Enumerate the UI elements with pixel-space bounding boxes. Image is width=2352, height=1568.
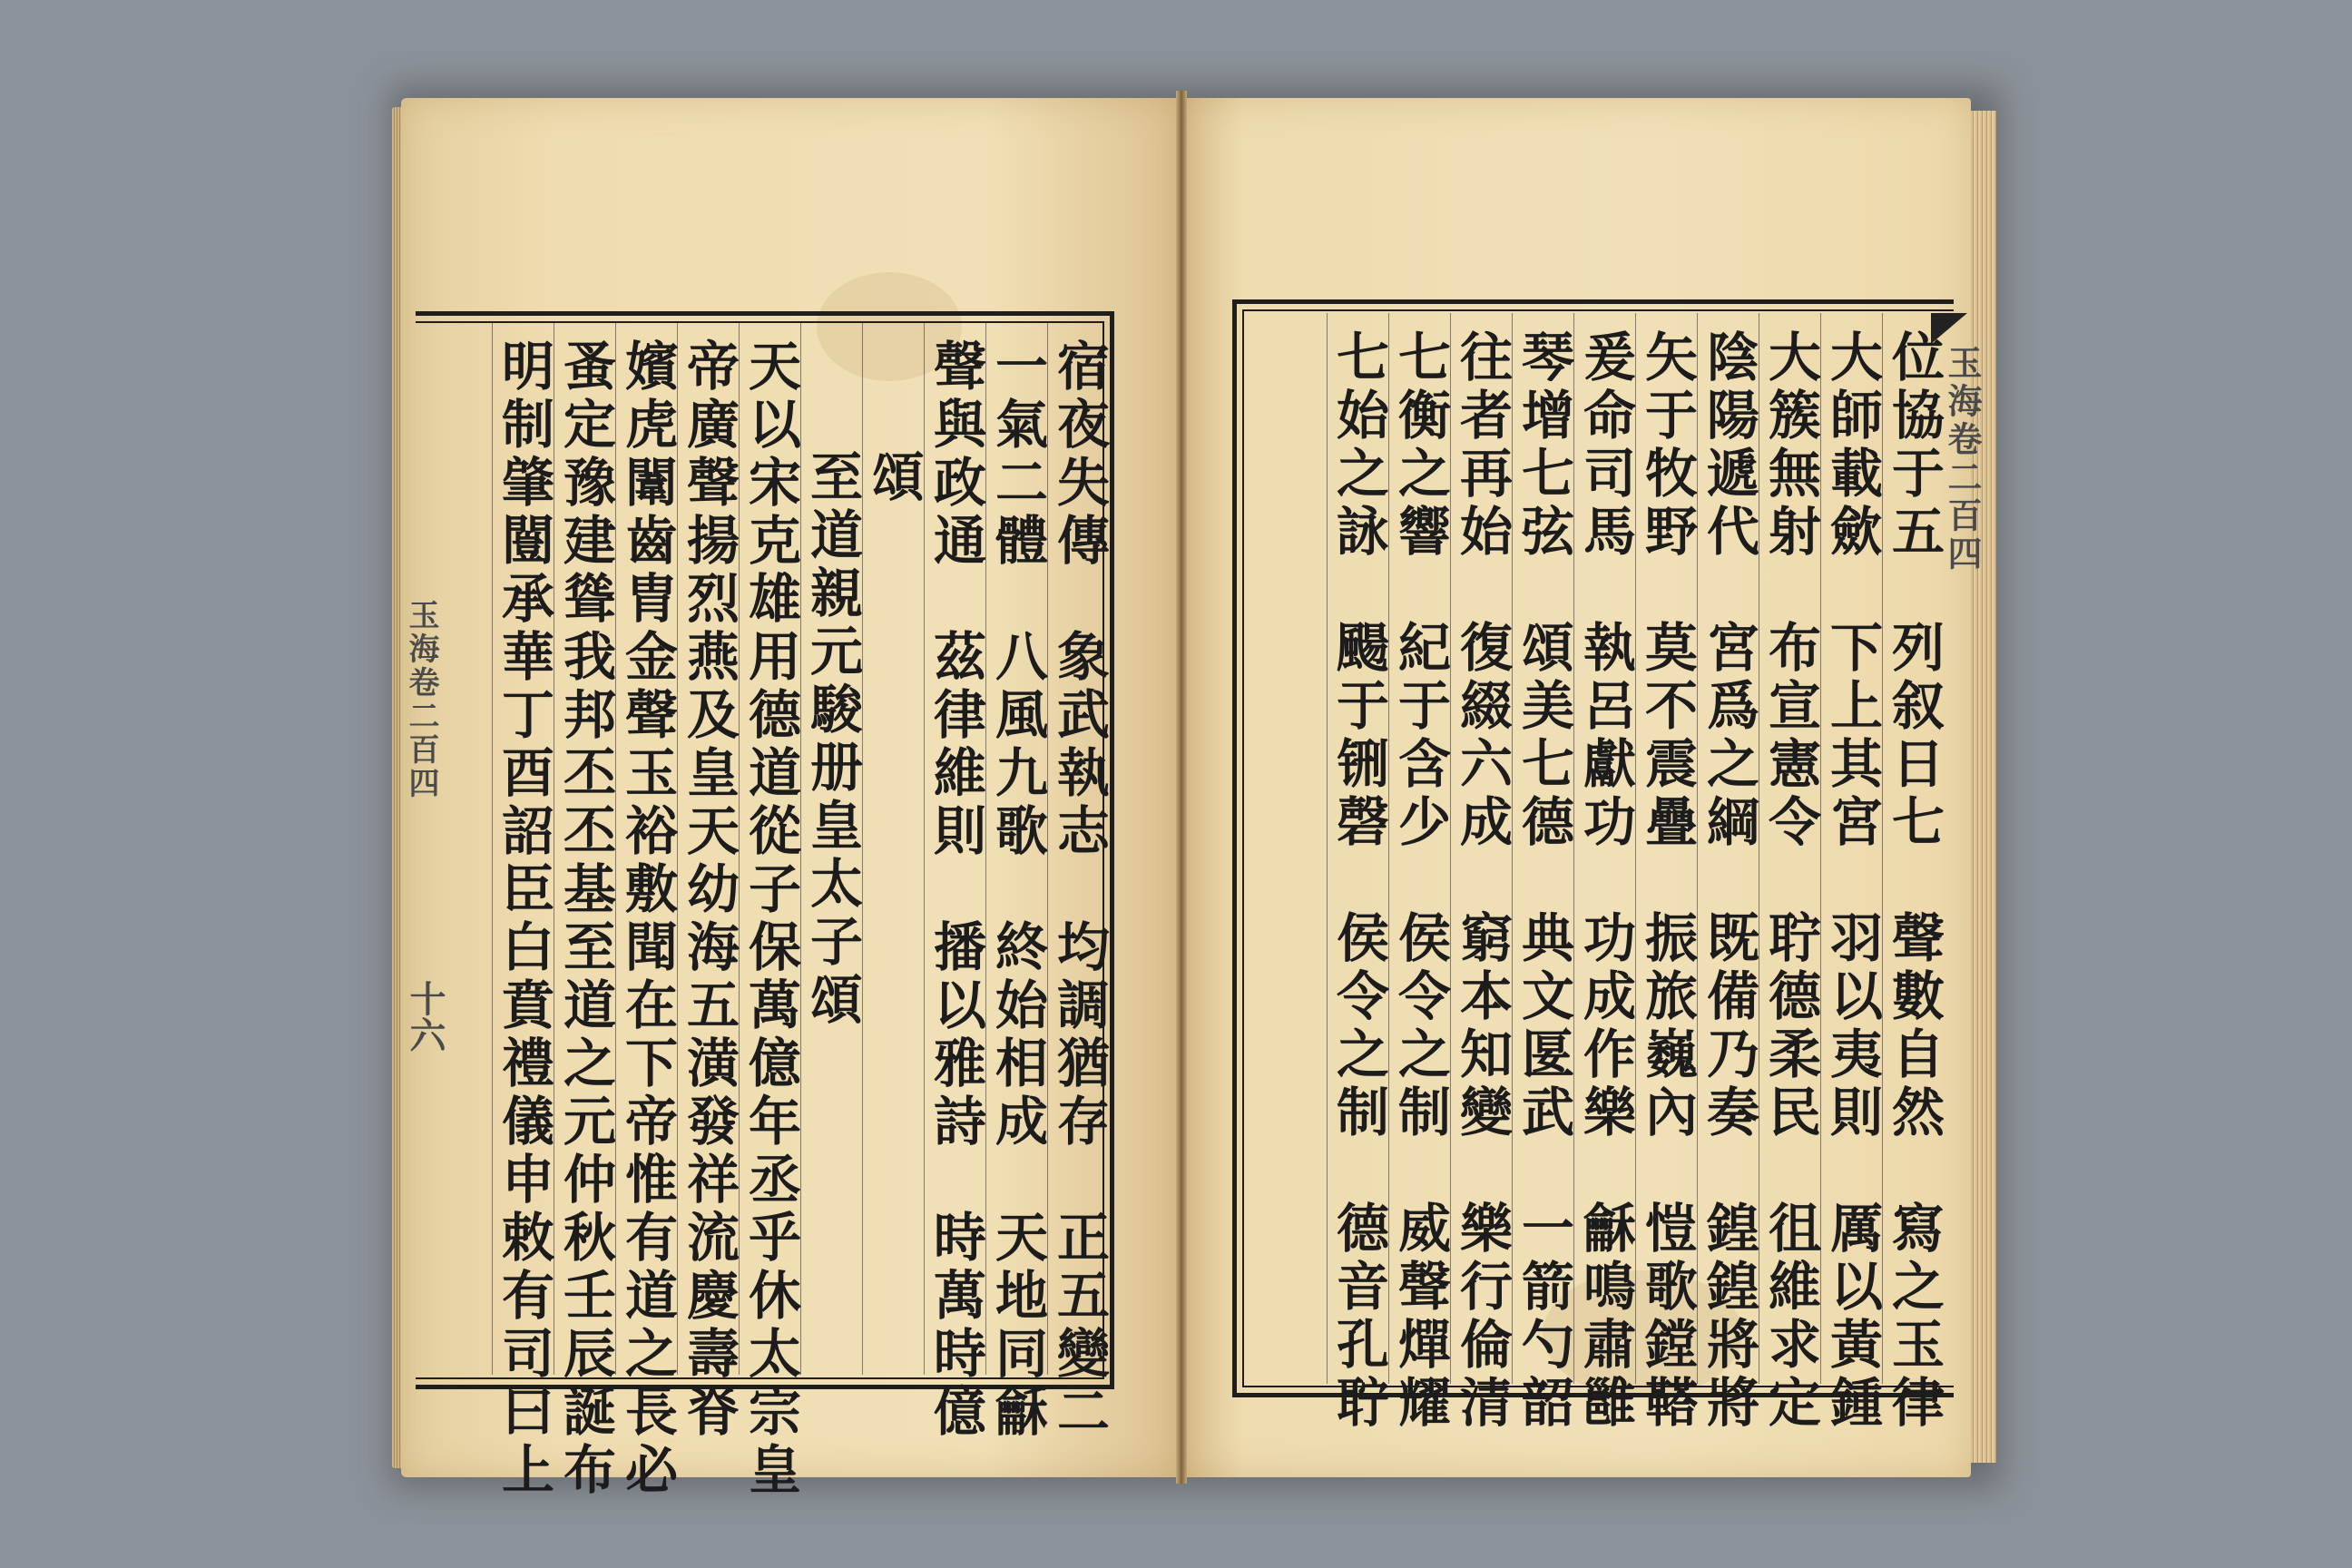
book-spine bbox=[1176, 91, 1187, 1484]
left-text-columns bbox=[492, 322, 1110, 1500]
right-page-edges bbox=[1971, 111, 1996, 1463]
fish-tail-mark-icon bbox=[1931, 313, 1967, 344]
text-column: 往者再始 復綴六成 窮本知變 樂行倫清 bbox=[1450, 313, 1512, 1384]
banxin-title-left: 玉海卷二百四 bbox=[403, 599, 439, 800]
text-column: 七始之詠 颺于铏磬 侯令之制 德音孔聍 bbox=[1327, 313, 1388, 1384]
text-column: 聲與政通 茲律維則 播以雅詩 時萬時億 bbox=[924, 322, 985, 1375]
text-column: 位協于五 列叙日七 聲數自然 寫之玉律 bbox=[1882, 313, 1944, 1384]
text-column: 宿夜失傳 象武執志 均調猶存 正五變二 bbox=[1047, 322, 1109, 1375]
text-column-heading: 頌 bbox=[862, 322, 924, 1375]
text-column: 一氣二體 八風九歌 終始相成 天地同龢 bbox=[985, 322, 1047, 1375]
text-column: 矢于牧野 莫不震疊 振旅巍內 愷歌鏜鞳 bbox=[1635, 313, 1697, 1384]
text-column: 爰命司馬 執呂獻功 功成作樂 龢鳴肅雝 bbox=[1573, 313, 1635, 1384]
text-column: 大簇無射 布宣憲令 聍德柔民 徂維求定 bbox=[1759, 313, 1820, 1384]
banxin-title: 玉海卷二百四 bbox=[1942, 345, 1983, 573]
text-column: 嬪虎闈齒胄金聲玉裕敷聞在下帝惟有道之長必 bbox=[615, 322, 677, 1375]
text-column: 明制肇闓承華丁酉詔臣白賁禮儀申敕有司曰上 bbox=[492, 322, 554, 1375]
text-column-title: 至道親元駿册皇太子頌 bbox=[800, 322, 862, 1375]
text-column: 大師載歛 下上其宮 羽以夷則 厲以黃鍾 bbox=[1820, 313, 1882, 1384]
text-column: 蚤定豫建聳我邦丕丕基至道之元仲秋壬辰誕布 bbox=[554, 322, 615, 1375]
right-text-columns bbox=[1245, 313, 1945, 1433]
text-column: 天以宋克雄用德道從子保萬億年丞乎休太宗皇 bbox=[739, 322, 800, 1375]
text-column: 帝廣聲揚烈燕及皇天幼海五潢發祥流慶壽脊 bbox=[677, 322, 739, 1375]
text-column: 七衡之響 紀于含少 侯令之制 威聲燀耀 bbox=[1388, 313, 1450, 1384]
text-column: 琴增七弦 頌美七德 典文匽武 一箭勺韶 bbox=[1512, 313, 1573, 1384]
banxin-page-number: 十六 bbox=[404, 980, 446, 1053]
text-column: 陰陽遞代 宮爲之綱 既備乃奏 鍠鍠將將 bbox=[1697, 313, 1759, 1384]
